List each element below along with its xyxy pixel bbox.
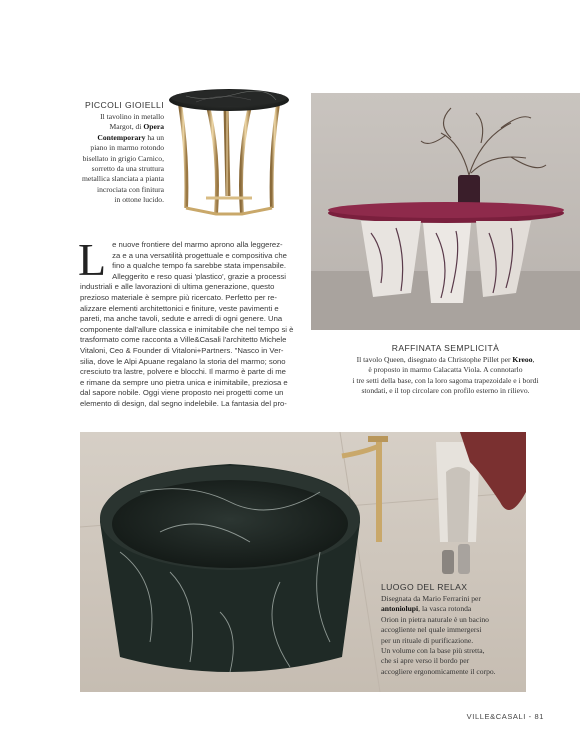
caption-luogo-del-relax bbox=[381, 582, 521, 677]
caption-line: sorretto da una struttura bbox=[91, 164, 164, 174]
caption-body bbox=[62, 112, 164, 206]
article-line: industriali e alle lavorazioni di ultima generazione, questo bbox=[80, 282, 275, 292]
article-line: fino a qualche tempo fa sarebbe stata impensabile. bbox=[112, 261, 287, 271]
caption-line: Il tavolino in metallo bbox=[100, 112, 164, 121]
caption-line: antoniolupi, la vasca rotonda bbox=[381, 604, 472, 614]
caption-line: che si apre verso il bordo per bbox=[381, 656, 470, 666]
caption-line: Il tavolo Queen, disegnato da Christophe Pillet per Kreoo, bbox=[356, 355, 535, 364]
photo-queen-table bbox=[311, 93, 580, 330]
article-line: cresciuto tra lastre, polvere e blocchi. Il marmo è parte di me bbox=[80, 367, 286, 377]
caption-line: per un rituale di purificazione. bbox=[381, 635, 474, 645]
caption-line: Orion in pietra naturale è un bacino bbox=[381, 614, 489, 624]
drop-cap: L bbox=[78, 234, 107, 285]
caption-line: i tre setti della base, con la loro sagoma trapezoidale e i bordi bbox=[352, 375, 539, 385]
article-line: Vitaloni, Ceo & Founder di Vitaloni+Partners. "Nasco in Ver- bbox=[80, 345, 284, 355]
caption-line: Margot, di Opera bbox=[109, 122, 164, 132]
article-line: alizzare elementi architettonici e finiture, veste pavimenti e bbox=[80, 303, 279, 313]
caption-body bbox=[381, 594, 521, 677]
article-body bbox=[78, 234, 300, 410]
article-line: silia, dove le Alpi Apuane regalano la storia del marmo; sono bbox=[80, 356, 286, 366]
page-footer-folio: VILLE&CASALI - 81 bbox=[466, 712, 544, 721]
caption-body bbox=[311, 355, 580, 397]
caption-line: piano in marmo rotondo bbox=[90, 143, 164, 153]
caption-line: accogliente nel quale immergersi bbox=[381, 625, 482, 635]
caption-line: stondati, e il top circolare con profilo esterno in rilievo. bbox=[361, 386, 530, 396]
caption-line: è proposto in marmo Calacatta Viola. A connotarlo bbox=[368, 365, 523, 375]
article-line: za e a una versatilità progettuale e compositiva che bbox=[112, 250, 287, 260]
caption-line: Disegnata da Mario Ferrarini per bbox=[381, 594, 481, 603]
caption-title: LUOGO DEL RELAX bbox=[381, 582, 468, 592]
caption-line: metallica slanciata a pianta bbox=[81, 174, 164, 184]
caption-title: RAFFINATA SEMPLICITÀ bbox=[391, 343, 500, 353]
queen-table-illustration bbox=[311, 93, 580, 330]
side-table-illustration bbox=[166, 86, 292, 222]
caption-line: Contemporary ha un bbox=[97, 132, 164, 142]
article-line: dal sapore nobile. Oggi viene proposto nei progetti come un bbox=[80, 388, 284, 398]
article-line: pareti, ma anche tavoli, sedute e arredi di ogni genere. Una bbox=[80, 314, 283, 324]
caption-raffinata-semplicita bbox=[311, 343, 580, 397]
caption-line: incrociata con finitura bbox=[96, 184, 164, 194]
photo-margot-side-table bbox=[166, 86, 292, 222]
caption-title: PICCOLI GIOIELLI bbox=[85, 100, 164, 110]
article-line: componente dall'allure classica e inimitabile che nel tempo si è bbox=[80, 324, 294, 334]
caption-line: bisellato in grigio Carnico, bbox=[82, 153, 164, 163]
caption-line: accogliere ergonomicamente il corpo. bbox=[381, 666, 496, 676]
article-line: elemento di design, dal segno indelebile. La fantasia del pro- bbox=[80, 398, 287, 408]
caption-piccoli-gioielli bbox=[62, 100, 164, 206]
article-line: e rimane da sempre uno pietra unica e inimitabile, preziosa e bbox=[80, 377, 288, 387]
article-line: Alleggerito e reso quasi 'plastico', grazie a processi bbox=[112, 271, 286, 281]
article-line: prezioso materiale è sempre più ricercato. Perfetto per re- bbox=[80, 292, 277, 302]
caption-line: in ottone lucido. bbox=[114, 195, 164, 205]
article-line: e nuove frontiere del marmo aprono alla leggerez- bbox=[112, 240, 283, 249]
article-line: trasformato come racconta a Ville&Casali l'architetto Michele bbox=[80, 335, 287, 345]
caption-line: Un volume con la base più stretta, bbox=[381, 646, 485, 656]
